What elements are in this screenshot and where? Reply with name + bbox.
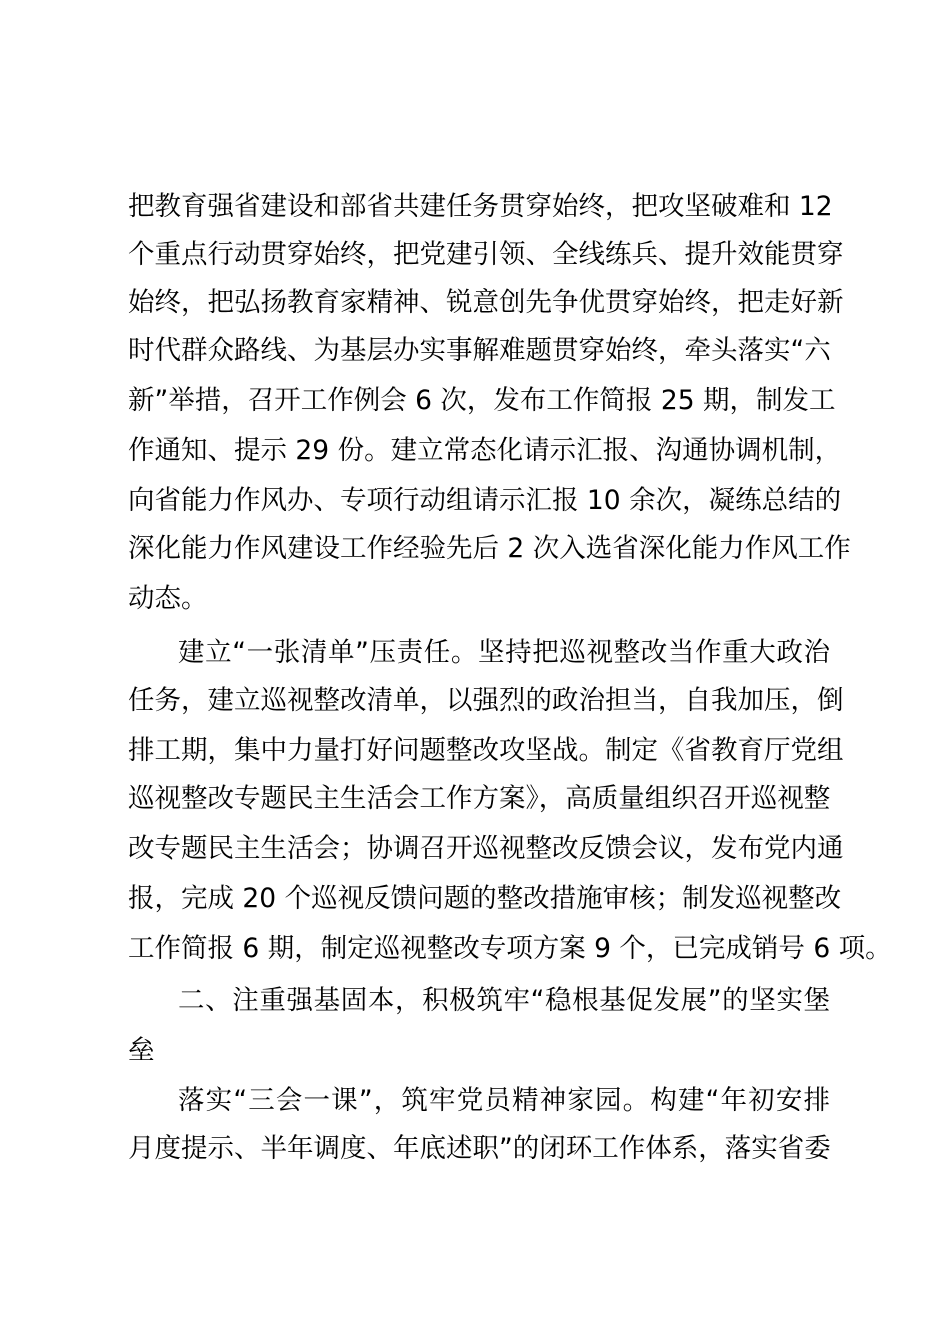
text-line: 改专题民主生活会；协调召开巡视整改反馈会议，发布党内通 xyxy=(128,833,844,864)
text-line: 把教育强省建设和部省共建任务贯穿始终，把攻坚破难和 12 xyxy=(128,191,833,222)
text-line: 报，完成 20 个巡视反馈问题的整改措施审核；制发巡视整改 xyxy=(128,883,842,914)
text-line: 工作简报 6 期，制定巡视整改专项方案 9 个，已完成销号 6 项。 xyxy=(128,933,892,964)
text-line: 建立“一张清单”压责任。坚持把巡视整改当作重大政治 xyxy=(178,637,830,668)
text-line: 落实“三会一课”，筑牢党员精神家园。构建“年初安排 xyxy=(178,1085,830,1116)
text-line: 时代群众路线、为基层办实事解难题贯穿始终，牵头落实“六 xyxy=(128,335,831,366)
text-line: 月度提示、半年调度、年底述职”的闭环工作体系，落实省委 xyxy=(128,1133,831,1164)
text-line: 新”举措，召开工作例会 6 次，发布工作简报 25 期，制发工 xyxy=(128,385,836,416)
text-line: 深化能力作风建设工作经验先后 2 次入选省深化能力作风工作 xyxy=(128,533,851,564)
heading-line: 垒 xyxy=(128,1035,155,1066)
text-line: 个重点行动贯穿始终，把党建引领、全线练兵、提升效能贯穿 xyxy=(128,239,844,270)
text-line: 作通知、提示 29 份。建立常态化请示汇报、沟通协调机制， xyxy=(128,435,842,466)
text-line: 动态。 xyxy=(128,583,208,614)
text-line: 始终，把弘扬教育家精神、锐意创先争优贯穿始终，把走好新 xyxy=(128,287,844,318)
text-line: 巡视整改专题民主生活会工作方案》，高质量组织召开巡视整 xyxy=(128,783,831,814)
text-line: 向省能力作风办、专项行动组请示汇报 10 余次，凝练总结的 xyxy=(128,485,842,516)
text-line: 排工期，集中力量打好问题整改攻坚战。制定《省教育厅党组 xyxy=(128,735,844,766)
text-line: 任务，建立巡视整改清单，以强烈的政治担当，自我加压，倒 xyxy=(128,685,844,716)
heading-line: 二、注重强基固本，积极筑牢“稳根基促发展”的坚实堡 xyxy=(178,985,830,1016)
